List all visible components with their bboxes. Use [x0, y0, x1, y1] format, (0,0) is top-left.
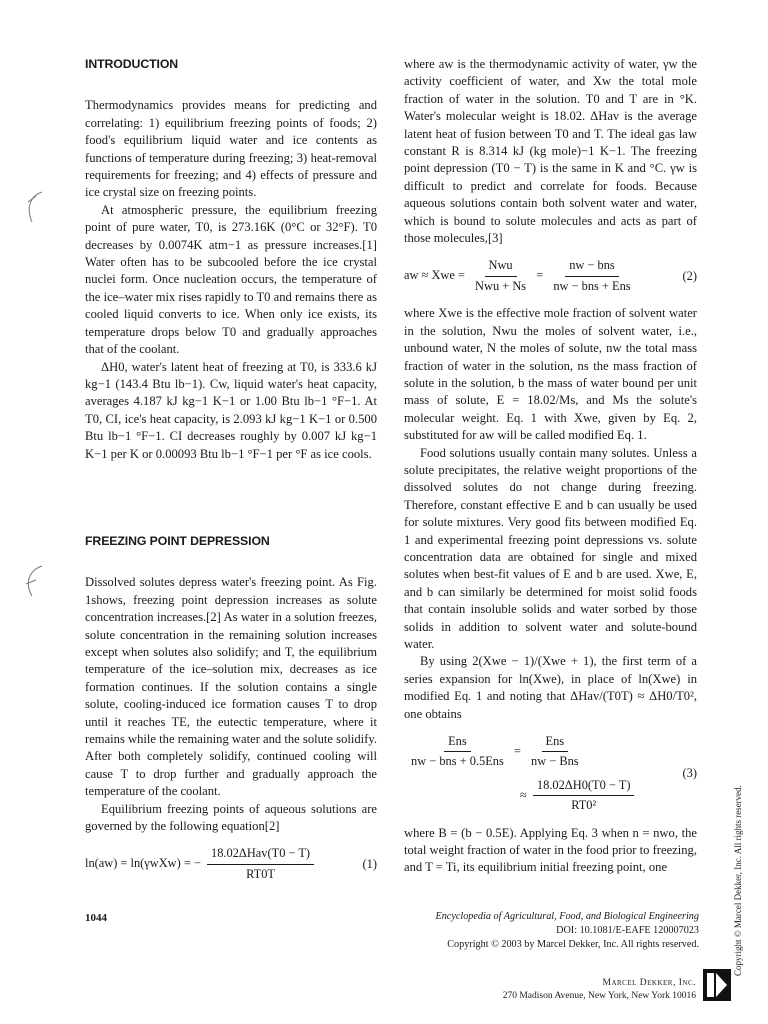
eq3-label: (3): [682, 766, 697, 781]
intro-paragraph-2: At atmospheric pressure, the equilibrium freezing point of pure water, T0, is 273.16K (0°C or 32°F). T0 decreases by 0.0074K atm−1 as pressure increases.[1] Water often has to be subcooled before the ice crystal nuclei form. Once nucleation occurs, the temperature of the ice–water mix rises rapidly to T0 and remains there as cooled liquid converts to ice. When only ice exists, its temperature drops below T0 and gradually approaches that of the coolant.: [85, 202, 377, 357]
fpd-paragraph-2: Equilibrium freezing points of aqueous solutions are governed by the following equation[2]: [85, 801, 377, 834]
doi: DOI: 10.1081/E-EAFE 120007023: [556, 925, 699, 936]
eq2-numerator-2: nw − bns: [565, 257, 619, 276]
eq2-denominator-2: nw − bns + Ens: [553, 278, 631, 293]
publisher-block: [503, 977, 696, 1003]
eq3-numerator-1: Ens: [444, 733, 471, 752]
eq3-fraction-3: [533, 777, 635, 815]
eq3-denominator-3: RT0²: [571, 798, 597, 813]
eq3-approx: ≈: [520, 787, 527, 802]
eq2-label: (2): [682, 268, 697, 283]
eq3-denominator-2: nw − Bns: [531, 754, 579, 769]
equation-3: [404, 733, 697, 815]
citation-block: [435, 910, 699, 952]
eq2-equals: =: [536, 268, 544, 283]
publisher-logo-icon: [702, 968, 732, 1002]
right-paragraph-2: where Xwe is the effective mole fraction of solvent water in the solution, Nwu the moles of solvent water, i.e., unbound water, N the moles of solute, nw the total mass fraction of water in the solution, ns the mass fraction of solute in the solution, b the mass of water bound per unit mass of solute, E = 18.02/Ms, and Ms the solute's molecular weight. Eq. 1 with Xwe, given by Eq. 2, substituted for aw will be called modified Eq. 1.: [404, 306, 697, 443]
page-number: 1044: [85, 912, 107, 924]
eq3-numerator-3: 18.02ΔH0(T0 − T): [533, 777, 635, 796]
margin-mark-top: [22, 188, 48, 233]
equation-1: [85, 845, 377, 883]
publisher-name: Marcel Dekker, Inc.: [602, 978, 696, 988]
margin-mark-bottom: [20, 562, 46, 607]
eq1-lhs: ln(aw) = ln(γwXw) = −: [85, 856, 201, 871]
intro-paragraph-1: Thermodynamics provides means for predicting and correlating: 1) equilibrium freezing points of foods; 2) food's equilibrium liquid water and ice contents as functions of temperature during freezing; 3) heat-removal requirements for freezing; and 4) effects of pressure and ice crystal size on freezing points.: [85, 98, 377, 200]
side-copyright: Copyright © Marcel Dekker, Inc. All rights reserved.: [733, 785, 743, 976]
eq2-denominator-1: Nwu + Ns: [475, 278, 527, 293]
section-heading-introduction: INTRODUCTION: [85, 57, 179, 71]
eq2-fraction-1: [471, 257, 530, 295]
left-column: [85, 56, 377, 893]
right-paragraph-3: Food solutions usually contain many solutes. Unless a solute precipitates, the relative weight proportions of the dissolved solutes do not change during freezing. Therefore, constant effective E and b can usually be used for solute mixtures. Very good fits between modified Eq. 1 and experimental freezing point depressions vs. solute concentration data are obtained for single and mixed solutes when best-fit values of E and b are used. Xwe, E, and b can similarly be determined for moist solid foods that contain insoluble solids and water sorbed by those solids in addition to solvent water and solute-bound water.: [404, 445, 697, 651]
eq3-fraction-1: [407, 733, 508, 771]
eq3-equals: =: [513, 743, 521, 758]
eq3-denominator-1: nw − bns + 0.5Ens: [411, 754, 504, 769]
eq2-numerator-1: Nwu: [485, 257, 517, 276]
intro-paragraph-3: ΔH0, water's latent heat of freezing at T0, is 333.6 kJ kg−1 (143.4 Btu lb−1). Cw, liquid water's heat capacity, averages 4.187 kJ kg−1 K−1 or 1.00 Btu lb−1 °F−1. At T0, CI, ice's heat capacity, is 2.093 kJ kg−1 K−1 or 0.500 Btu lb−1 °F−1. CI decreases roughly by 0.007 kJ kg−1 K−1 per K or 0.00093 Btu lb−1 °F−1 per °F as ice cools.: [85, 359, 377, 461]
equation-2: [404, 257, 697, 295]
eq3-fraction-2: [527, 733, 583, 771]
encyclopedia-title: Encyclopedia of Agricultural, Food, and Biological Engineering: [435, 911, 699, 922]
right-paragraph-1: where aw is the thermodynamic activity of water, γw the activity coefficient of water, and Xw the total mole fraction of water in the solution. T0 and T are in °K. Water's molecular weight is 18.02. ΔHav is the average latent heat of fusion between T0 and T. The ideal gas law constant R is 8.314 kJ (kg mole)−1 K−1. The freezing point depression (T0 − T) is the same in K and °C. γw is difficult to predict and correlate for foods. Because aqueous solutions contain both solvent water and water, which is bound to solute molecules and acts as part of those molecules,[3]: [404, 57, 697, 246]
section-heading-fpd: FREEZING POINT DEPRESSION: [85, 533, 270, 548]
eq1-fraction: [207, 845, 314, 883]
eq2-lhs: aw ≈ Xwe =: [404, 268, 465, 283]
eq1-numerator: 18.02ΔHav(T0 − T): [207, 845, 314, 864]
copyright-line: Copyright © 2003 by Marcel Dekker, Inc. All rights reserved.: [447, 939, 699, 950]
publisher-address: 270 Madison Avenue, New York, New York 10016: [502, 991, 696, 1001]
right-paragraph-5: where B = (b − 0.5E). Applying Eq. 3 when n = nwo, the total weight fraction of water in the food prior to freezing, and T = Ti, its equilibrium initial freezing point, one: [404, 825, 697, 875]
right-column: [404, 56, 697, 877]
right-paragraph-4: By using 2(Xwe − 1)/(Xwe + 1), the first term of a series expansion for ln(Xwe), in place of ln(Xwe) in modified Eq. 1 and noting that ΔHav/(T0T) ≈ ΔH0/T0², one obtains: [404, 654, 697, 721]
eq3-numerator-2: Ens: [542, 733, 569, 752]
eq1-denominator: RT0T: [246, 866, 275, 881]
eq2-fraction-2: [549, 257, 634, 295]
fpd-paragraph-1: Dissolved solutes depress water's freezing point. As Fig. 1shows, freezing point depression increases as solute concentration increases.[2] As water in a solution freezes, solute concentration in the remaining solution increases except when solutes also solidify; and T, the equilibrium temperature of the ice–solution mix, decreases as ice formation continues. If the solution contains a single solute, cooling-induced ice formation causes T to drop until it reaches TE, the eutectic temperature, where it remains while the remaining water and the solute solidify. After both completely solidify, continued cooling will cause T to drop further and gradually approach the temperature of the coolant.: [85, 575, 377, 799]
eq1-label: (1): [362, 856, 377, 871]
